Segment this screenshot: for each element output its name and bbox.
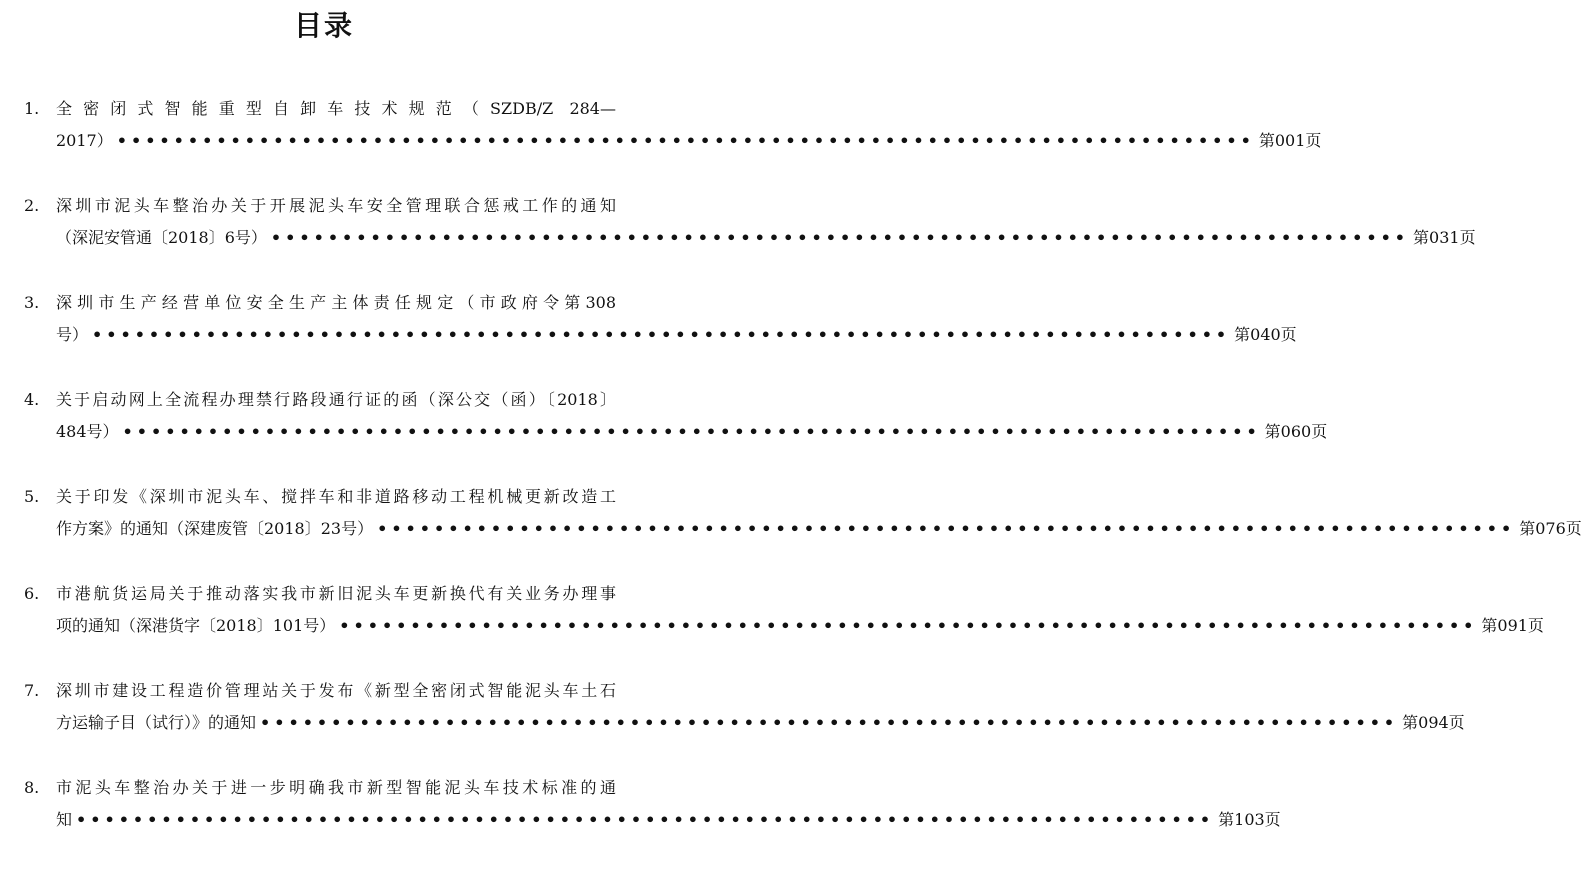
toc-entry-title: 深圳市泥头车整治办关于开展泥头车安全管理联合惩戒工作的通知: [56, 196, 616, 215]
toc-entry-title-continued: 号）: [56, 325, 89, 344]
toc-entry-title-continued: 方运输子目（试行）》的通知: [56, 713, 257, 732]
toc-entry[interactable]: [24, 676, 1465, 773]
toc-entry-line1: [24, 288, 616, 318]
toc-entry-page-number: 第031页: [1413, 228, 1476, 247]
toc-entry-line1: [24, 676, 616, 706]
dot-leader: ••••••••••••••••••••••••••••••••••••••••••••••••••••••••••••••••••••••••••••••••: [116, 131, 1255, 150]
toc-entry-title: 市港航货运局关于推动落实我市新旧泥头车更新换代有关业务办理事: [56, 584, 616, 603]
toc-entry-title-continued: 2017）: [56, 131, 113, 150]
toc-list: [24, 94, 1582, 870]
toc-entry-line2: [56, 512, 1582, 546]
toc-entry-line1: [24, 94, 616, 124]
toc-entry-line1: [24, 773, 616, 803]
toc-entry-title-continued: 作方案》的通知（深建废管〔2018〕23号）: [56, 519, 374, 538]
toc-entry[interactable]: [24, 288, 1297, 385]
toc-entry-page-number: 第091页: [1481, 616, 1544, 635]
toc-entry-number: 2.: [24, 196, 40, 215]
toc-entry-title-continued: 484号）: [56, 422, 119, 441]
toc-entry-title-continued: 知: [56, 810, 73, 829]
toc-entry[interactable]: [24, 94, 1322, 191]
toc-entry-line2: [56, 415, 1328, 449]
toc-entry-title: 全密闭式智能重型自卸车技术规范（SZDB/Z 284—: [56, 99, 616, 118]
toc-entry-line2: [56, 609, 1544, 643]
toc-entry-line2: [56, 803, 1281, 837]
dot-leader: ••••••••••••••••••••••••••••••••••••••••••••••••••••••••••••••••••••••••••••••••: [260, 713, 1399, 732]
toc-entry-page-number: 第094页: [1402, 713, 1465, 732]
toc-entry-number: 5.: [24, 487, 40, 506]
dot-leader: ••••••••••••••••••••••••••••••••••••••••••••••••••••••••••••••••••••••••••••••••: [76, 810, 1215, 829]
toc-entry-line1: [24, 191, 616, 221]
dot-leader: ••••••••••••••••••••••••••••••••••••••••••••••••••••••••••••••••••••••••••••••••: [339, 616, 1478, 635]
toc-entry-title: 深圳市生产经营单位安全生产主体责任规定（市政府令第308: [56, 293, 616, 312]
toc-entry-title: 关于印发《深圳市泥头车、搅拌车和非道路移动工程机械更新改造工: [56, 487, 616, 506]
dot-leader: ••••••••••••••••••••••••••••••••••••••••••••••••••••••••••••••••••••••••••••••••: [122, 422, 1261, 441]
toc-entry-title: 深圳市建设工程造价管理站关于发布《新型全密闭式智能泥头车土石: [56, 681, 616, 700]
toc-entry-page-number: 第040页: [1234, 325, 1297, 344]
toc-entry-number: 1.: [24, 99, 40, 118]
dot-leader: ••••••••••••••••••••••••••••••••••••••••••••••••••••••••••••••••••••••••••••••••: [270, 228, 1410, 247]
toc-entry-line2: [56, 706, 1465, 740]
toc-entry-number: 4.: [24, 390, 40, 409]
toc-entry-title-continued: 项的通知（深港货字〔2018〕101号）: [56, 616, 336, 635]
toc-entry-number: 6.: [24, 584, 40, 603]
toc-entry-title: 市泥头车整治办关于进一步明确我市新型智能泥头车技术标准的通: [56, 778, 616, 797]
toc-entry-line2: [56, 124, 1322, 158]
page-title: 目录: [293, 9, 354, 42]
toc-entry[interactable]: [24, 385, 1328, 482]
toc-entry-number: 3.: [24, 293, 40, 312]
toc-entry-number: 7.: [24, 681, 40, 700]
dot-leader: ••••••••••••••••••••••••••••••••••••••••••••••••••••••••••••••••••••••••••••••••: [377, 519, 1516, 538]
toc-entry-line2: [56, 318, 1297, 352]
toc-entry-title: 关于启动网上全流程办理禁行路段通行证的函（深公交（函）〔2018〕: [56, 390, 616, 409]
toc-entry[interactable]: [24, 482, 1582, 579]
toc-entry-page-number: 第001页: [1258, 131, 1322, 150]
toc-entry-line1: [24, 385, 616, 415]
toc-entry[interactable]: [24, 579, 1544, 676]
toc-entry-page-number: 第076页: [1519, 519, 1582, 538]
toc-entry[interactable]: [24, 191, 1476, 288]
toc-entry-line1: [24, 482, 616, 512]
toc-entry-line1: [24, 579, 616, 609]
toc-entry-page-number: 第060页: [1264, 422, 1328, 441]
toc-entry-number: 8.: [24, 778, 40, 797]
toc-entry-title-continued: （深泥安管通〔2018〕6号）: [56, 228, 267, 247]
toc-entry-line2: [56, 221, 1476, 255]
toc-entry-page-number: 第103页: [1218, 810, 1281, 829]
dot-leader: ••••••••••••••••••••••••••••••••••••••••••••••••••••••••••••••••••••••••••••••••: [92, 325, 1231, 344]
toc-entry[interactable]: [24, 773, 1281, 870]
